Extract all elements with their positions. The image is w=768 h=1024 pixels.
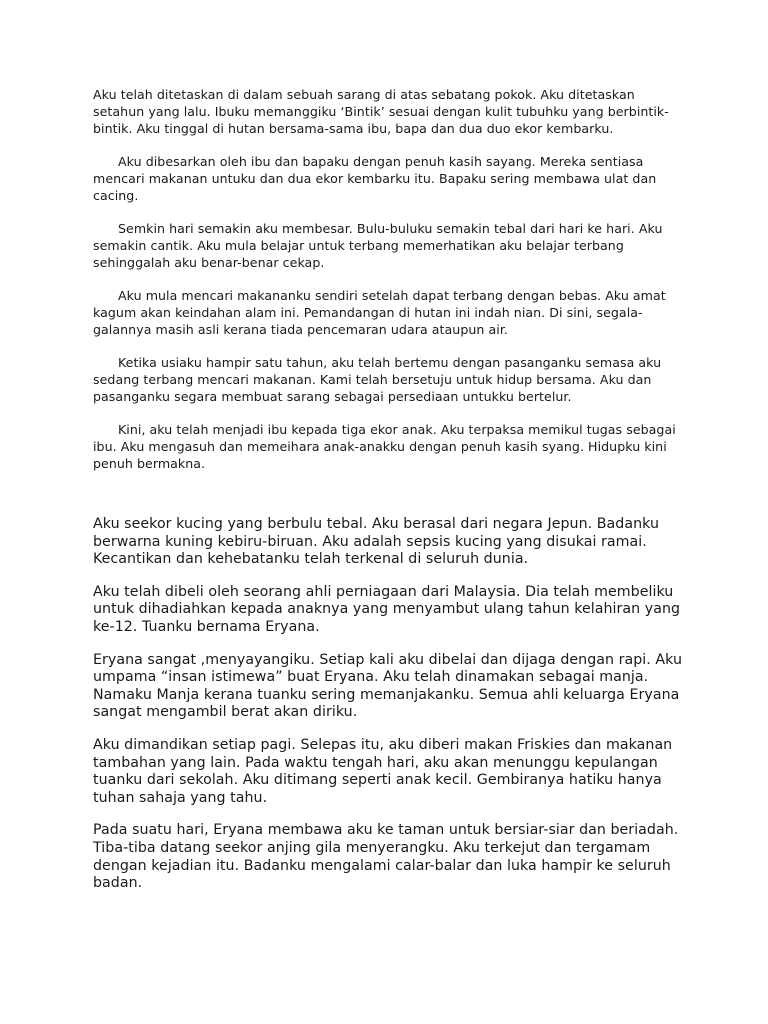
story-manja-paragraph-4: Aku dimandikan setiap pagi. Selepas itu, aku diberi makan Friskies dan makanan tambahan yang lain. Pada waktu tengah hari, aku akan menunggu kepulangan tuanku dari sekolah. Aku ditimang seperti anak kecil. Gembiranya hatiku hanya tuhan sahaja yang tahu. bbox=[93, 736, 673, 806]
story-manja-paragraph-1: Aku seekor kucing yang berbulu tebal. Aku berasal dari negara Jepun. Badanku berwarna kuning kebiru-biruan. Aku adalah sepsis kucing yang disukai ramai. Kecantikan dan kehebatanku telah terkenal di seluruh dunia. bbox=[93, 516, 659, 568]
story-manja-paragraph-5: Pada suatu hari, Eryana membawa aku ke taman untuk bersiar-siar dan beriadah. Tiba-tiba datang seekor anjing gila menyerangku. Aku terkejut dan tergamam dengan kejadian itu. Badanku mengalami calar-balar dan luka hampir ke seluruh badan. bbox=[93, 822, 679, 892]
story-bintik-paragraph-2: Aku dibesarkan oleh ibu dan bapaku dengan penuh kasih sayang. Mereka sentiasa mencari makanan untuku dan dua ekor kembarku itu. Bapaku sering membawa ulat dan cacing. bbox=[93, 154, 657, 203]
story-manja-paragraph-2: Aku telah dibeli oleh seorang ahli perniagaan dari Malaysia. Dia telah membeliku untuk dihadiahkan kepada anaknya yang menyambut ulang tahun kelahiran yang ke-12. Tuanku bernama Eryana. bbox=[93, 583, 681, 635]
story-bintik-paragraph-3: Semkin hari semakin aku membesar. Bulu-buluku semakin tebal dari hari ke hari. Aku semakin cantik. Aku mula belajar untuk terbang memerhatikan aku belajar terbang sehinggalah aku benar-benar cekap. bbox=[93, 221, 663, 270]
story-manja-paragraph-3: Eryana sangat ,menyayangiku. Setiap kali aku dibelai dan dijaga dengan rapi. Aku umpama “insan istimewa” buat Eryana. Aku telah dinamakan sebagai manja. Namaku Manja kerana tuanku sering memanjakanku. Semua ahli keluarga Eryana sangat mengambil berat akan diriku. bbox=[93, 651, 683, 721]
story-bintik-paragraph-1: Aku telah ditetaskan di dalam sebuah sarang di atas sebatang pokok. Aku ditetaskan setahun yang lalu. Ibuku memanggiku ‘Bintik’ sesuai dengan kulit tubuhku yang berbintik-bintik. Aku tinggal di hutan bersama-sama ibu, bapa dan dua duo ekor kembarku. bbox=[93, 87, 669, 136]
story-manja bbox=[93, 516, 693, 908]
story-bintik-paragraph-5: Ketika usiaku hampir satu tahun, aku telah bertemu dengan pasanganku semasa aku sedang terbang mencari makanan. Kami telah bersetuju untuk hidup bersama. Aku dan pasanganku segara membuat sarang sebagai persediaan untukku bertelur. bbox=[93, 355, 662, 404]
story-bintik bbox=[93, 86, 683, 488]
story-bintik-paragraph-6: Kini, aku telah menjadi ibu kepada tiga ekor anak. Aku terpaksa memikul tugas sebagai ibu. Aku mengasuh dan memeihara anak-anakku dengan penuh kasih syang. Hidupku kini penuh bermakna. bbox=[93, 422, 676, 471]
story-bintik-paragraph-4: Aku mula mencari makananku sendiri setelah dapat terbang dengan bebas. Aku amat kagum akan keindahan alam ini. Pemandangan di hutan ini indah nian. Di sini, segala-galannya masih asli kerana tiada pencemaran udara ataupun air. bbox=[93, 288, 666, 337]
